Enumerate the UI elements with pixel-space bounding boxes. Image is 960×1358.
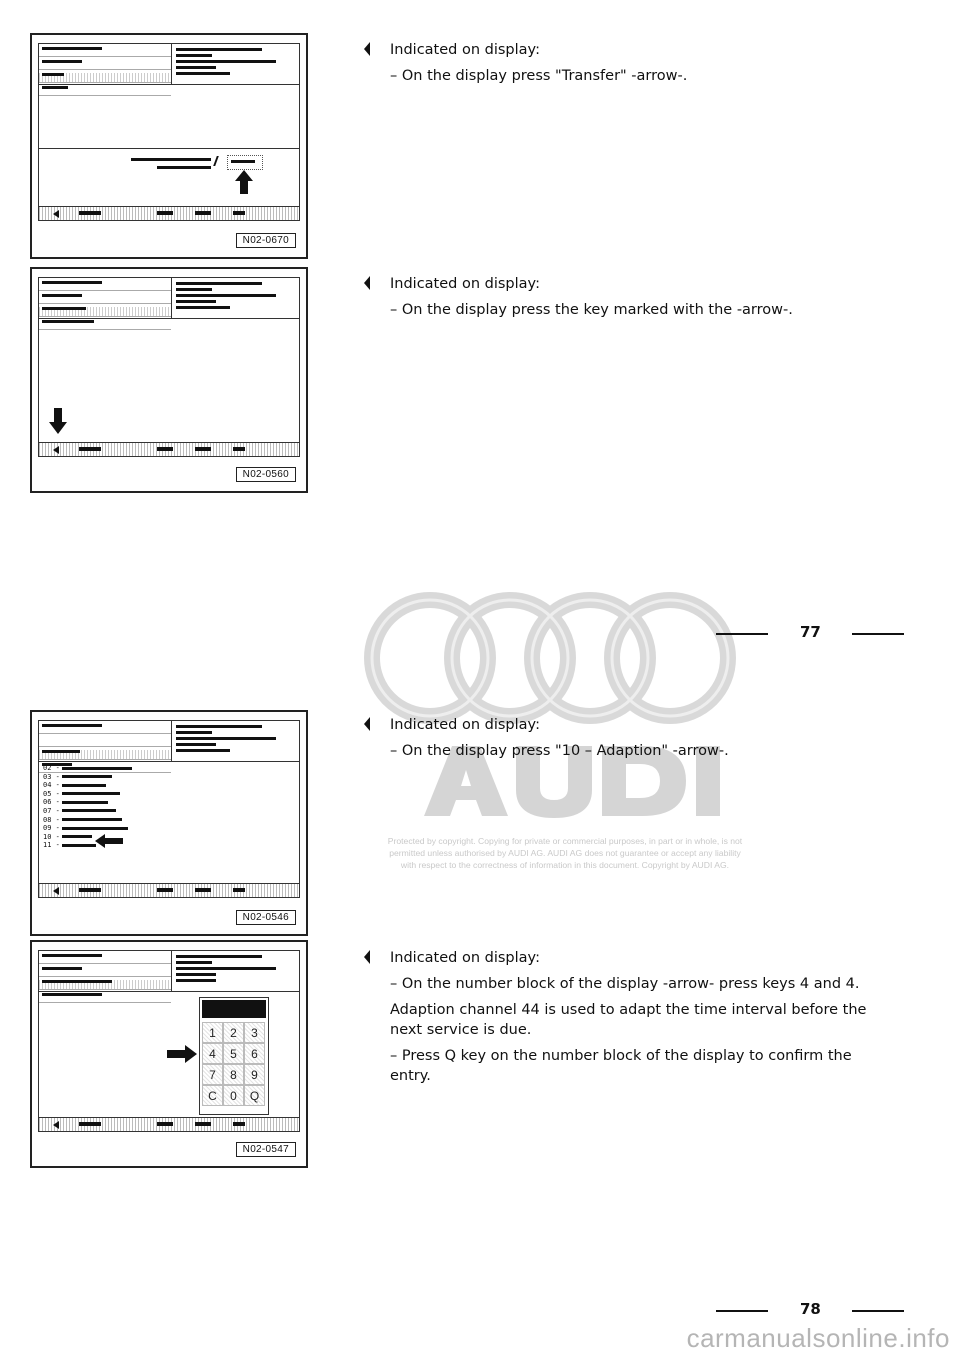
- list-item[interactable]: 05 -: [43, 790, 132, 799]
- tester-screen: [38, 720, 300, 898]
- function-bar: [39, 206, 299, 220]
- list-item[interactable]: 02 -: [43, 764, 132, 773]
- step-heading: Indicated on display:: [390, 717, 540, 733]
- right-arrow-icon: [167, 1045, 197, 1063]
- pointer-left-icon: [364, 276, 370, 290]
- text-block-placeholder: [131, 158, 211, 161]
- screen-header: [39, 44, 299, 85]
- page-rule-right: [852, 1310, 904, 1312]
- key-7[interactable]: 7: [202, 1064, 223, 1085]
- list-item[interactable]: 03 -: [43, 773, 132, 782]
- key-0[interactable]: 0: [223, 1085, 244, 1106]
- back-arrow-icon[interactable]: [53, 887, 59, 895]
- step-instruction: – On the display press "Transfer" -arrow-.: [390, 68, 688, 84]
- page-number: 77: [800, 623, 821, 641]
- key-1[interactable]: 1: [202, 1022, 223, 1043]
- pointer-left-icon: [364, 717, 370, 731]
- key-5[interactable]: 5: [223, 1043, 244, 1064]
- number-keypad: [199, 997, 269, 1115]
- list-item[interactable]: 07 -: [43, 807, 132, 816]
- key-8[interactable]: 8: [223, 1064, 244, 1085]
- header-right-column: [173, 278, 299, 318]
- list-item-adaption[interactable]: 10 -: [43, 833, 132, 842]
- step-heading: Indicated on display:: [390, 42, 540, 58]
- pointer-left-icon: [364, 950, 370, 964]
- screen-header: [39, 951, 299, 992]
- key-9[interactable]: 9: [244, 1064, 265, 1085]
- step-instruction: – On the number block of the display -arrow- press keys 4 and 4.: [390, 976, 860, 992]
- back-arrow-icon[interactable]: [53, 1121, 59, 1129]
- header-left-column: [39, 951, 172, 991]
- tester-screen: [38, 277, 300, 457]
- key-3[interactable]: 3: [244, 1022, 265, 1043]
- key-4[interactable]: 4: [202, 1043, 223, 1064]
- key-2[interactable]: 2: [223, 1022, 244, 1043]
- text-block-placeholder: [157, 166, 211, 169]
- figure-label: N02-0546: [236, 910, 296, 925]
- list-item[interactable]: 11 -: [43, 841, 132, 850]
- copyright-line: permitted unless authorised by AUDI AG. AUDI AG does not guarantee or accept any liability: [389, 848, 741, 858]
- transfer-button[interactable]: [227, 155, 263, 170]
- figure-label: N02-0560: [236, 467, 296, 482]
- list-item[interactable]: 08 -: [43, 816, 132, 825]
- screen-header: [39, 721, 299, 762]
- list-item[interactable]: 04 -: [43, 781, 132, 790]
- step-note: Adaption channel 44 is used to adapt the time interval before the next service is due.: [390, 1002, 867, 1038]
- figure-number-block: [30, 940, 308, 1168]
- step-transfer: [364, 40, 904, 92]
- pointer-left-icon: [364, 42, 370, 56]
- header-left-column: [39, 278, 172, 318]
- header-right-column: [173, 721, 299, 761]
- function-bar: [39, 1117, 299, 1131]
- header-right-column: [173, 44, 299, 84]
- screen-header: [39, 278, 299, 319]
- up-arrow-icon: [235, 170, 253, 194]
- key-q[interactable]: Q: [244, 1085, 265, 1106]
- function-bar: [39, 883, 299, 897]
- page-rule-left: [716, 1310, 768, 1312]
- figure-label: N02-0547: [236, 1142, 296, 1157]
- header-left-column: [39, 44, 172, 84]
- page-number: 78: [800, 1300, 821, 1318]
- step-instruction: – On the display press the key marked with the -arrow-.: [390, 302, 793, 318]
- header-left-column: [39, 721, 172, 761]
- function-bar: [39, 442, 299, 456]
- step-select-key: [364, 274, 904, 326]
- step-heading: Indicated on display:: [390, 950, 540, 966]
- figure-transfer: [30, 33, 308, 259]
- list-item[interactable]: 06 -: [43, 798, 132, 807]
- divider: [39, 148, 299, 149]
- copyright-notice: [330, 835, 800, 871]
- back-arrow-icon[interactable]: [53, 446, 59, 454]
- figure-label: N02-0670: [236, 233, 296, 248]
- list-item[interactable]: 09 -: [43, 824, 132, 833]
- figure-key-select: [30, 267, 308, 493]
- copyright-line: with respect to the correctness of information in this document. Copyright by AUDI AG.: [400, 860, 730, 870]
- back-arrow-icon[interactable]: [53, 210, 59, 218]
- down-arrow-icon: [49, 408, 67, 434]
- key-6[interactable]: 6: [244, 1043, 265, 1064]
- figure-adaption-menu: [30, 710, 308, 936]
- page-rule-right: [852, 633, 904, 635]
- step-instruction: – Press Q key on the number block of the display to confirm the entry.: [390, 1048, 852, 1084]
- key-c[interactable]: C: [202, 1085, 223, 1106]
- step-number-block: [364, 948, 904, 1092]
- step-instruction: – On the display press "10 – Adaption" -arrow-.: [390, 743, 729, 759]
- page-rule-left: [716, 633, 768, 635]
- transfer-icon: [213, 156, 225, 166]
- footer-site-watermark: carmanualsonline.info: [686, 1323, 950, 1353]
- step-heading: Indicated on display:: [390, 276, 540, 292]
- header-right-column: [173, 951, 299, 991]
- tester-screen: [38, 43, 300, 221]
- keypad-display: [202, 1000, 266, 1018]
- left-arrow-icon: [95, 834, 123, 848]
- step-adaption: [364, 715, 904, 767]
- copyright-line: Protected by copyright. Copying for private or commercial purposes, in part or in whole, is not: [387, 836, 743, 846]
- tester-screen: [38, 950, 300, 1132]
